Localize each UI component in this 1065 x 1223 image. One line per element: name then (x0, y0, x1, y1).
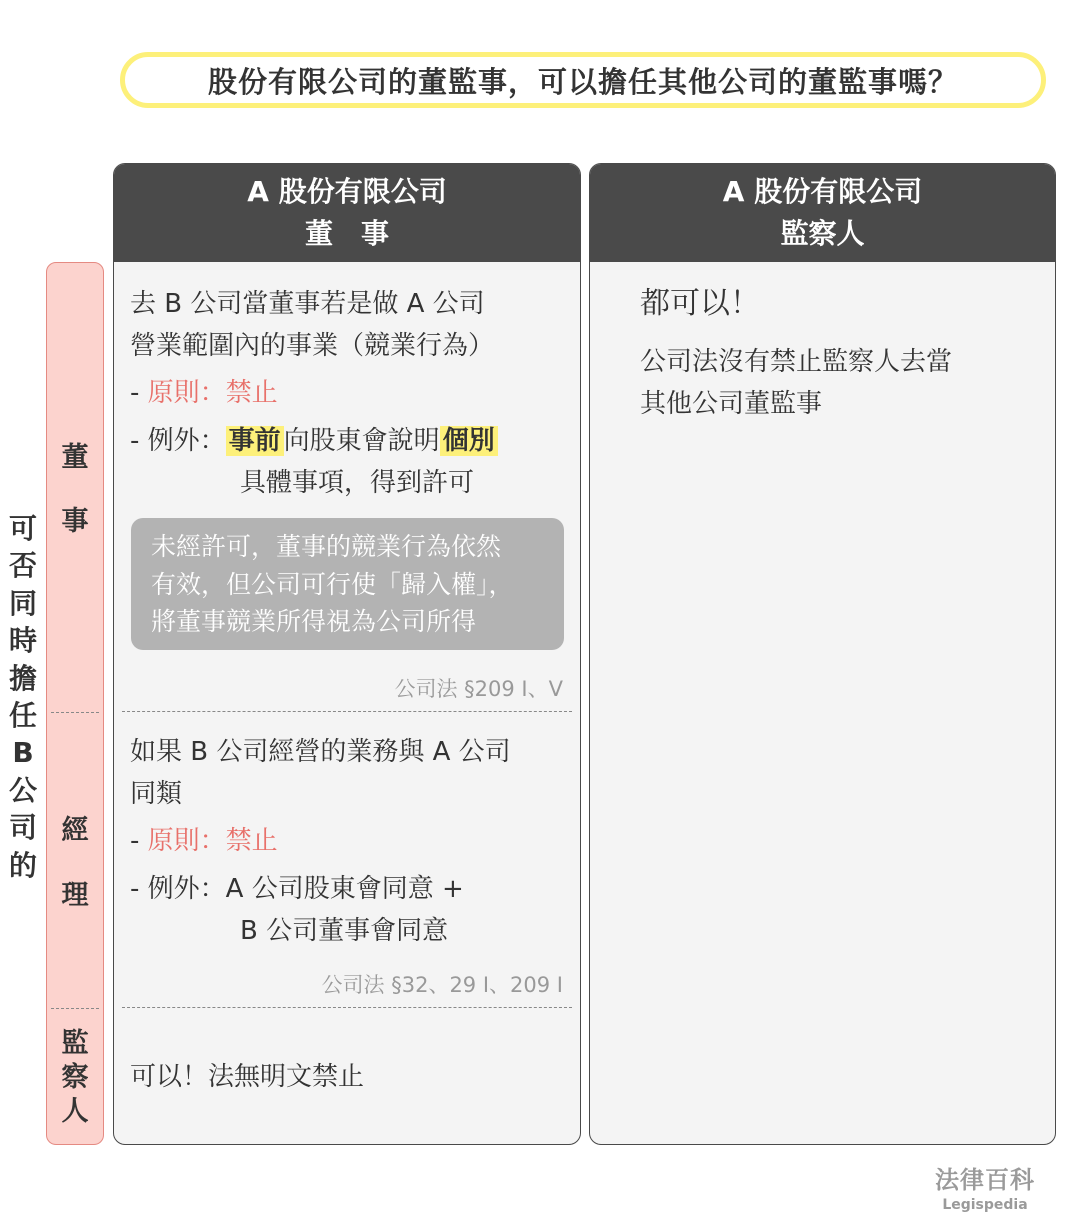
column-director-header-line2: 董 事 (304, 217, 389, 250)
supervisor-answer: 都可以！ (640, 286, 760, 321)
manager-rule-text: 原則：禁止 (147, 826, 278, 856)
director-exception (130, 421, 498, 461)
row-label-director-1: 董 (61, 442, 89, 473)
side-label-char: 公 (8, 773, 37, 807)
manager-rule-prefix: - (130, 826, 148, 856)
column-supervisor-header-line1: A 股份有限公司 (722, 175, 923, 208)
content-divider (122, 1007, 572, 1008)
content-divider (122, 711, 572, 712)
supervisor-desc-line1: 公司法沒有禁止監察人去當 (640, 347, 953, 377)
side-label-char: 司 (8, 811, 37, 845)
director-note-line1: 未經許可，董事的競業行為依然 (151, 532, 502, 561)
row-label-manager-2: 理 (61, 880, 89, 911)
director-rule (130, 373, 278, 413)
director-exception-line2: 具體事項，得到許可 (240, 468, 475, 498)
side-label-char: 的 (8, 848, 37, 882)
row-label-director-2: 事 (61, 506, 89, 537)
director-exception-prefix: - 例外： (130, 426, 226, 456)
row-divider (51, 1008, 99, 1009)
column-supervisor-header (590, 164, 1055, 262)
director-exception-highlight-1: 事前 (226, 426, 284, 456)
side-label (8, 510, 38, 884)
director-citation: 公司法 §209 I、V (394, 677, 563, 701)
logo-name: 法律百科 (935, 1166, 1035, 1194)
row-label-column (46, 262, 104, 1145)
side-label-char: 可 (8, 512, 37, 545)
director-note-line2: 有效，但公司可行使「歸入權」， (151, 569, 514, 599)
row-label-supervisor-1: 監 (61, 1028, 89, 1059)
manager-rule (130, 821, 278, 861)
column-supervisor-header-line2: 監察人 (780, 217, 865, 250)
row-divider (51, 712, 99, 713)
supervisor-desc-line2: 其他公司董監事 (640, 389, 823, 419)
side-label-char: 任 (8, 699, 37, 733)
manager-citation: 公司法 §32、29 I、209 I (321, 973, 563, 997)
side-label-char: B (12, 736, 34, 770)
director-desc-line2: 營業範圍內的事業（競業行為） (130, 331, 495, 361)
row-label-supervisor-3: 人 (61, 1096, 89, 1127)
title-banner (120, 52, 1046, 108)
director-desc-line1: 去 B 公司當董事若是做 A 公司 (130, 289, 485, 319)
column-director-header-line1: A 股份有限公司 (247, 175, 447, 208)
manager-desc-line1: 如果 B 公司經營的業務與 A 公司 (130, 737, 511, 767)
director-note-line3: 將董事競業所得視為公司所得 (151, 607, 477, 636)
row-label-manager-1: 經 (61, 815, 89, 846)
director-rule-text: 原則：禁止 (147, 378, 278, 408)
director-note (131, 518, 564, 650)
column-director-header (114, 164, 580, 262)
manager-desc-line2: 同類 (130, 779, 183, 809)
director-rule-prefix: - (130, 378, 148, 408)
director-exception-mid: 向股東會說明 (283, 426, 440, 456)
side-label-char: 時 (8, 624, 37, 658)
director-exception-highlight-2: 個別 (440, 426, 498, 456)
logo-subtitle: Legispedia (942, 1197, 1028, 1213)
supervisor-text: 可以！法無明文禁止 (130, 1062, 365, 1092)
legispedia-logo (930, 1160, 1040, 1213)
manager-exception-line1: - 例外：A 公司股東會同意 + (130, 874, 464, 904)
side-label-char: 擔 (8, 661, 37, 695)
page-title: 股份有限公司的董監事，可以擔任其他公司的董監事嗎？ (207, 64, 958, 99)
row-label-supervisor-2: 察 (61, 1062, 89, 1093)
manager-exception-line2: B 公司董事會同意 (240, 916, 449, 946)
side-label-char: 同 (8, 586, 37, 620)
side-label-char: 否 (8, 549, 37, 583)
